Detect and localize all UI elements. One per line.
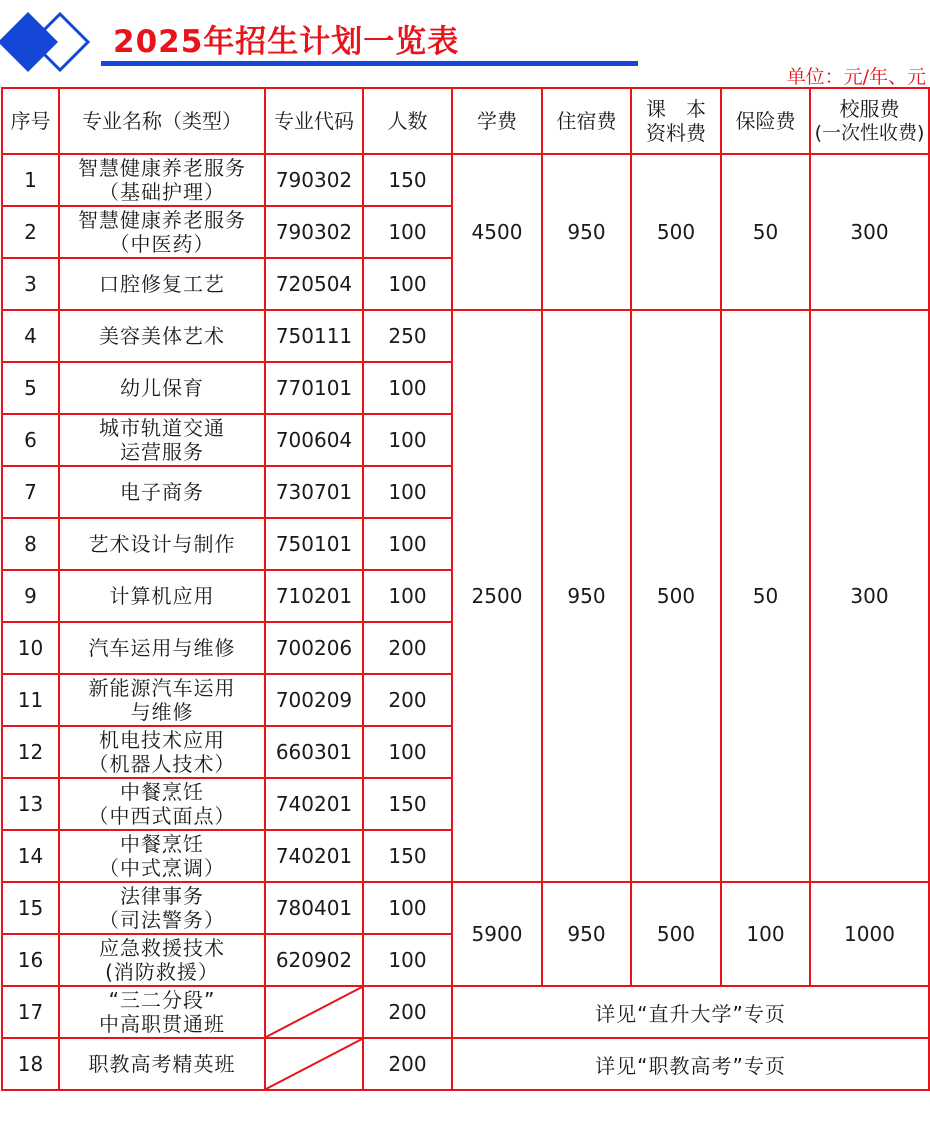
note-vocational-exam: 详见“职教高考”专页	[452, 1038, 929, 1090]
major-name-line: 电子商务	[120, 480, 204, 504]
major-code: 780401	[265, 882, 363, 934]
enroll-count: 200	[363, 1038, 452, 1090]
major-name	[59, 986, 265, 1038]
major-name-line: 智慧健康养老服务	[78, 156, 246, 180]
major-code: 700206	[265, 622, 363, 674]
table-row	[2, 310, 929, 362]
major-name-line: 新能源汽车运用	[88, 676, 236, 700]
major-name-line: 汽车运用与维修	[88, 636, 236, 660]
major-name-line: （中医药）	[109, 232, 215, 256]
unit-label: 单位：元/年、元	[786, 66, 926, 88]
major-name	[59, 310, 265, 362]
major-code: 750101	[265, 518, 363, 570]
major-name-line: 美容美体艺术	[99, 324, 225, 348]
enroll-count: 150	[363, 778, 452, 830]
enroll-count: 150	[363, 154, 452, 206]
fee-books: 500	[631, 154, 721, 310]
enroll-count: 100	[363, 518, 452, 570]
major-code: 660301	[265, 726, 363, 778]
fee-insurance: 50	[721, 310, 810, 882]
fee-books: 500	[631, 310, 721, 882]
enroll-count: 100	[363, 466, 452, 518]
major-name-line: “三二分段”	[108, 988, 216, 1012]
row-no: 3	[2, 258, 59, 310]
major-name-line: 应急救援技术	[99, 936, 225, 960]
major-name	[59, 570, 265, 622]
major-code: 700209	[265, 674, 363, 726]
major-name-line: 中高职贯通班	[99, 1012, 225, 1036]
row-no: 16	[2, 934, 59, 986]
table-row	[2, 882, 929, 934]
enroll-count: 100	[363, 206, 452, 258]
major-name	[59, 726, 265, 778]
major-code: 720504	[265, 258, 363, 310]
major-code: 770101	[265, 362, 363, 414]
enroll-count: 100	[363, 882, 452, 934]
col-header-dorm: 住宿费	[542, 88, 631, 154]
col-header-uniform: 校服费 (一次性收费)	[810, 88, 929, 154]
fee-tuition: 4500	[452, 154, 542, 310]
row-no: 5	[2, 362, 59, 414]
major-name	[59, 1038, 265, 1090]
enroll-count: 100	[363, 570, 452, 622]
major-name	[59, 414, 265, 466]
major-name	[59, 258, 265, 310]
major-code: 730701	[265, 466, 363, 518]
major-name-line: 中餐烹饪	[120, 780, 204, 804]
row-no: 10	[2, 622, 59, 674]
major-name-line: 智慧健康养老服务	[78, 208, 246, 232]
enrollment-plan-table	[1, 87, 930, 1091]
major-name-line: （机器人技术）	[88, 752, 236, 776]
row-no: 8	[2, 518, 59, 570]
row-no: 9	[2, 570, 59, 622]
enroll-count: 150	[363, 830, 452, 882]
major-name-line: 机电技术应用	[99, 728, 225, 752]
col-header-count: 人数	[363, 88, 452, 154]
fee-tuition: 5900	[452, 882, 542, 986]
enroll-count: 250	[363, 310, 452, 362]
row-no: 7	[2, 466, 59, 518]
col-header-code: 专业代码	[265, 88, 363, 154]
major-name	[59, 154, 265, 206]
major-name-line: （中式烹调）	[99, 856, 225, 880]
fee-books: 500	[631, 882, 721, 986]
major-code: 750111	[265, 310, 363, 362]
row-no: 15	[2, 882, 59, 934]
major-name	[59, 622, 265, 674]
table-row	[2, 1038, 929, 1090]
major-name-line: 与维修	[130, 700, 194, 724]
row-no: 6	[2, 414, 59, 466]
major-name-line: 幼儿保育	[120, 376, 204, 400]
major-name-line: 运营服务	[120, 440, 204, 464]
col-header-insurance: 保险费	[721, 88, 810, 154]
fee-dorm: 950	[542, 154, 631, 310]
note-direct-university: 详见“直升大学”专页	[452, 986, 929, 1038]
col-header-books: 课 本 资料费	[631, 88, 721, 154]
diagonal-slash	[266, 987, 362, 1037]
row-no: 4	[2, 310, 59, 362]
row-no: 17	[2, 986, 59, 1038]
major-name-line: 职教高考精英班	[88, 1052, 236, 1076]
major-name	[59, 830, 265, 882]
major-name	[59, 362, 265, 414]
major-name-line: 法律事务	[120, 884, 204, 908]
major-name	[59, 206, 265, 258]
fee-uniform: 300	[810, 154, 929, 310]
enroll-count: 100	[363, 934, 452, 986]
major-name	[59, 934, 265, 986]
enroll-count: 100	[363, 258, 452, 310]
table-row	[2, 986, 929, 1038]
enroll-count: 100	[363, 726, 452, 778]
row-no: 1	[2, 154, 59, 206]
major-code: 620902	[265, 934, 363, 986]
fee-uniform: 1000	[810, 882, 929, 986]
major-name-line: （中西式面点）	[88, 804, 236, 828]
col-header-name: 专业名称（类型）	[59, 88, 265, 154]
enroll-count: 200	[363, 674, 452, 726]
table-header-row	[2, 88, 929, 154]
enroll-count: 100	[363, 362, 452, 414]
major-name-line: 城市轨道交通	[99, 416, 225, 440]
enroll-count: 200	[363, 622, 452, 674]
row-no: 13	[2, 778, 59, 830]
row-no: 18	[2, 1038, 59, 1090]
fee-dorm: 950	[542, 882, 631, 986]
major-name	[59, 674, 265, 726]
major-name-line: (消防救援）	[105, 960, 219, 984]
fee-insurance: 100	[721, 882, 810, 986]
major-name-line: （司法警务）	[99, 908, 225, 932]
fee-insurance: 50	[721, 154, 810, 310]
major-name-line: 艺术设计与制作	[88, 532, 236, 556]
major-code: 700604	[265, 414, 363, 466]
major-name	[59, 518, 265, 570]
fee-dorm: 950	[542, 310, 631, 882]
major-code: 740201	[265, 778, 363, 830]
major-code-empty	[265, 1038, 363, 1090]
major-name	[59, 778, 265, 830]
col-header-no: 序号	[2, 88, 59, 154]
row-no: 11	[2, 674, 59, 726]
row-no: 12	[2, 726, 59, 778]
table-row	[2, 154, 929, 206]
major-code: 790302	[265, 206, 363, 258]
diagonal-slash	[266, 1039, 362, 1089]
enroll-count: 200	[363, 986, 452, 1038]
major-name-line: 口腔修复工艺	[99, 272, 225, 296]
major-code: 740201	[265, 830, 363, 882]
major-name-line: 计算机应用	[109, 584, 215, 608]
major-code: 710201	[265, 570, 363, 622]
logo-icon	[0, 0, 100, 84]
major-name	[59, 466, 265, 518]
major-name-line: （基础护理）	[99, 180, 225, 204]
enroll-count: 100	[363, 414, 452, 466]
major-code: 790302	[265, 154, 363, 206]
col-header-tuition: 学费	[452, 88, 542, 154]
row-no: 2	[2, 206, 59, 258]
major-name	[59, 882, 265, 934]
fee-uniform: 300	[810, 310, 929, 882]
major-code-empty	[265, 986, 363, 1038]
major-name-line: 中餐烹饪	[120, 832, 204, 856]
fee-tuition: 2500	[452, 310, 542, 882]
page-title: 2025年招生计划一览表	[113, 24, 460, 60]
title-underline	[101, 61, 638, 66]
row-no: 14	[2, 830, 59, 882]
